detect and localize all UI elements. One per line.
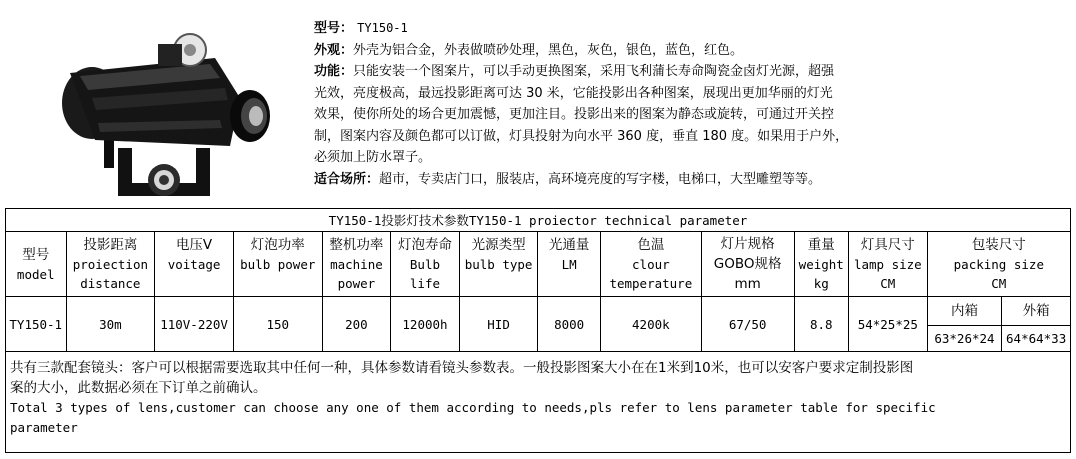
header-distance: 投影距离 proiection distance — [66, 232, 155, 297]
lens-note-en-2: parameter — [10, 420, 78, 435]
cell-bulb-life: 12000h — [391, 297, 460, 352]
lens-note — [6, 352, 1071, 453]
appearance-line: 外观：外壳为铝合金，外表做喷砂处理，黑色，灰色，银色，蓝色，红色。 — [314, 42, 744, 58]
appearance-label: 外观 — [314, 42, 341, 58]
cell-machine-power: 200 — [322, 297, 391, 352]
header-bulb-type: 光源类型 bulb type — [459, 232, 538, 297]
cell-inner-box-label: 内箱 — [927, 297, 1002, 326]
function-text-1: 只能安装一个图案片，可以手动更换图案，采用飞利蒲长寿命陶瓷金卤灯光源，超强 — [353, 64, 835, 79]
cell-bulb-type: HID — [459, 297, 538, 352]
table-footer-row — [6, 352, 1071, 453]
cell-lumen: 8000 — [538, 297, 601, 352]
cell-colour-temp: 4200k — [600, 297, 701, 352]
header-machine-power: 整机功率 machine power — [322, 232, 391, 297]
technical-parameter-table — [5, 208, 1071, 453]
cell-distance: 30m — [66, 297, 155, 352]
venue-line: 适合场所：超市，专卖店门口，服装店，高环境亮度的写字楼，电梯口，大型雕塑等等。 — [314, 171, 822, 187]
model-value: TY150-1 — [357, 21, 408, 35]
cell-voltage: 110V-220V — [155, 297, 234, 352]
header-bulb-life: 灯泡寿命 Bulb life — [391, 232, 460, 297]
table-data-row — [6, 297, 1071, 326]
projector-body — [62, 58, 240, 146]
function-text-4: 制，图案内容及颜色都可以订做，灯具投射为向水平 360 度，垂直 180 度。如果用于户外， — [314, 128, 849, 144]
cell-inner-box: 63*26*24 — [927, 326, 1002, 352]
header-weight: 重量 weight kg — [794, 232, 848, 297]
cell-gobo: 67/50 — [701, 297, 794, 352]
model-line: 型号： TY150-1 — [314, 21, 408, 36]
cell-weight: 8.8 — [794, 297, 848, 352]
header-gobo: 灯片规格 GOBO规格mm — [701, 232, 794, 297]
header-lamp-size: 灯具尺寸 lamp size CM — [848, 232, 927, 297]
function-text-5: 必须加上防水罩子。 — [314, 150, 432, 165]
table-title-row — [6, 209, 1071, 232]
header-colour-temp: 色温 clour temperature — [600, 232, 701, 297]
cell-lamp-size: 54*25*25 — [848, 297, 927, 352]
projector-lens — [230, 90, 270, 142]
venue-text: 超市，专卖店门口，服装店，高环境亮度的写字楼，电梯口，大型雕塑等等。 — [379, 171, 822, 187]
table-title: TY150-1投影灯技术参数TY150-1 proiector technical parameter — [6, 209, 1071, 232]
function-text-2: 光效，亮度极高，最远投影距离可达 30 米，它能投影出各种图案，展现出更加华丽的灯光 — [314, 85, 833, 101]
venue-label: 适合场所 — [314, 171, 367, 187]
cell-outer-box: 64*64*33 — [1002, 326, 1071, 352]
projector-product-photo — [40, 28, 275, 203]
lens-note-cn-2: 案的大小，此数据必须在下订单之前确认。 — [10, 380, 267, 396]
appearance-text: 外壳为铝合金，外表做喷砂处理，黑色，灰色，银色，蓝色，红色。 — [353, 42, 744, 58]
projector-handle — [158, 34, 206, 66]
product-description — [314, 18, 874, 190]
header-voltage: 电压V voitage — [155, 232, 234, 297]
function-text-3: 效果，使你所处的场合更加震憾，更加注目。投影出来的图案为静态或旋转，可通过开关控 — [314, 107, 835, 122]
cell-bulb-power: 150 — [233, 297, 322, 352]
header-model: 型号 model — [6, 232, 67, 297]
cell-outer-box-label: 外箱 — [1002, 297, 1071, 326]
lens-note-cn-1: 共有三款配套镜头：客户可以根据需要选取其中任何一种，具体参数请看镜头参数表。一般投影图案大小在在1米到10米，也可以安客户要求定制投影图 — [10, 360, 914, 376]
cell-model: TY150-1 — [6, 297, 67, 352]
function-label: 功能 — [314, 64, 341, 79]
header-packing-size: 包装尺寸 packing size CM — [927, 232, 1070, 297]
header-bulb-power: 灯泡功率 bulb power — [233, 232, 322, 297]
lens-note-en-1: Total 3 types of lens,customer can choose any one of them according to needs,pls refer to lens parameter table for specific — [10, 400, 936, 415]
function-line: 功能：只能安装一个图案片，可以手动更换图案，采用飞利蒲长寿命陶瓷金卤灯光源，超强 — [314, 64, 835, 79]
model-label: 型号 — [314, 21, 341, 36]
table-header-row — [6, 232, 1071, 297]
header-lumen: 光通量 LM — [538, 232, 601, 297]
